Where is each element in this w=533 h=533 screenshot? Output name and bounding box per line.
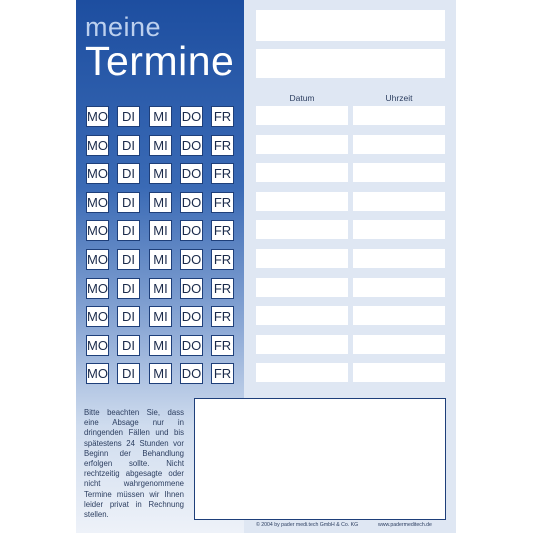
weekday-box-mo[interactable]: MO bbox=[86, 163, 109, 184]
weekday-box-fr[interactable]: FR bbox=[211, 220, 234, 241]
weekday-row bbox=[86, 220, 246, 241]
time-slot[interactable] bbox=[353, 306, 445, 325]
weekday-box-do[interactable]: DO bbox=[180, 220, 203, 241]
weekday-box-mo[interactable]: MO bbox=[86, 192, 109, 213]
time-slot[interactable] bbox=[353, 220, 445, 239]
weekday-row bbox=[86, 306, 246, 327]
weekday-row bbox=[86, 135, 246, 156]
weekday-box-fr[interactable]: FR bbox=[211, 192, 234, 213]
weekday-box-mi[interactable]: MI bbox=[149, 220, 172, 241]
date-slot[interactable] bbox=[256, 135, 348, 154]
time-column-header: Uhrzeit bbox=[385, 93, 413, 103]
weekday-box-mo[interactable]: MO bbox=[86, 306, 109, 327]
weekday-row bbox=[86, 106, 246, 127]
weekday-box-mo[interactable]: MO bbox=[86, 278, 109, 299]
time-slot[interactable] bbox=[353, 192, 445, 211]
weekday-box-do[interactable]: DO bbox=[180, 335, 203, 356]
cancellation-notice: Bitte beachten Sie, dass eine Absage nur in dringenden Fällen und bis spätestens 24 Stunden vor Beginn der Behandlung erfolgen sollte. Nicht rechtzeitig abgesagte oder nicht wahrgenommene Termine müssen wir Ihnen leider privat in Rechnung stellen. bbox=[84, 408, 184, 520]
weekday-box-mo[interactable]: MO bbox=[86, 135, 109, 156]
weekday-box-do[interactable]: DO bbox=[180, 306, 203, 327]
weekday-box-fr[interactable]: FR bbox=[211, 163, 234, 184]
time-slot[interactable] bbox=[353, 335, 445, 354]
weekday-box-di[interactable]: DI bbox=[117, 278, 140, 299]
date-slot[interactable] bbox=[256, 306, 348, 325]
weekday-box-fr[interactable]: FR bbox=[211, 106, 234, 127]
weekday-box-do[interactable]: DO bbox=[180, 192, 203, 213]
date-slot[interactable] bbox=[256, 192, 348, 211]
weekday-box-mi[interactable]: MI bbox=[149, 363, 172, 384]
weekday-box-do[interactable]: DO bbox=[180, 135, 203, 156]
weekday-box-mi[interactable]: MI bbox=[149, 106, 172, 127]
weekday-box-mi[interactable]: MI bbox=[149, 335, 172, 356]
weekday-box-do[interactable]: DO bbox=[180, 163, 203, 184]
weekday-row bbox=[86, 335, 246, 356]
time-slot[interactable] bbox=[353, 106, 445, 125]
copyright-text: © 2004 by pader medi.tech GmbH & Co. KG bbox=[256, 522, 359, 528]
weekday-box-di[interactable]: DI bbox=[117, 192, 140, 213]
date-slot[interactable] bbox=[256, 249, 348, 268]
date-slot[interactable] bbox=[256, 106, 348, 125]
weekday-box-di[interactable]: DI bbox=[117, 249, 140, 270]
weekday-row bbox=[86, 163, 246, 184]
time-slot[interactable] bbox=[353, 278, 445, 297]
weekday-box-do[interactable]: DO bbox=[180, 106, 203, 127]
date-slot[interactable] bbox=[256, 363, 348, 382]
weekday-box-do[interactable]: DO bbox=[180, 278, 203, 299]
weekday-box-di[interactable]: DI bbox=[117, 335, 140, 356]
weekday-row bbox=[86, 249, 246, 270]
title-large: Termine bbox=[85, 38, 235, 84]
patient-field[interactable] bbox=[256, 10, 445, 41]
weekday-box-mi[interactable]: MI bbox=[149, 135, 172, 156]
weekday-box-fr[interactable]: FR bbox=[211, 135, 234, 156]
therapist-field[interactable] bbox=[256, 49, 445, 78]
date-column-header: Datum bbox=[289, 93, 315, 103]
time-slot[interactable] bbox=[353, 363, 445, 382]
weekday-box-mi[interactable]: MI bbox=[149, 163, 172, 184]
weekday-box-mo[interactable]: MO bbox=[86, 363, 109, 384]
weekday-box-di[interactable]: DI bbox=[117, 163, 140, 184]
weekday-box-fr[interactable]: FR bbox=[211, 335, 234, 356]
weekday-box-di[interactable]: DI bbox=[117, 106, 140, 127]
appointment-card bbox=[76, 0, 456, 533]
date-slot[interactable] bbox=[256, 220, 348, 239]
weekday-box-do[interactable]: DO bbox=[180, 363, 203, 384]
title-small: meine bbox=[85, 12, 162, 42]
weekday-box-mi[interactable]: MI bbox=[149, 278, 172, 299]
weekday-box-fr[interactable]: FR bbox=[211, 306, 234, 327]
time-slot[interactable] bbox=[353, 135, 445, 154]
weekday-box-di[interactable]: DI bbox=[117, 220, 140, 241]
weekday-box-di[interactable]: DI bbox=[117, 363, 140, 384]
weekday-row bbox=[86, 363, 246, 384]
date-slot[interactable] bbox=[256, 163, 348, 182]
weekday-row bbox=[86, 278, 246, 299]
weekday-box-mi[interactable]: MI bbox=[149, 192, 172, 213]
weekday-row bbox=[86, 192, 246, 213]
time-slot[interactable] bbox=[353, 249, 445, 268]
weekday-box-mo[interactable]: MO bbox=[86, 106, 109, 127]
weekday-box-mi[interactable]: MI bbox=[149, 249, 172, 270]
weekday-box-mi[interactable]: MI bbox=[149, 306, 172, 327]
weekday-box-di[interactable]: DI bbox=[117, 135, 140, 156]
weekday-box-fr[interactable]: FR bbox=[211, 363, 234, 384]
weekday-box-fr[interactable]: FR bbox=[211, 249, 234, 270]
weekday-box-fr[interactable]: FR bbox=[211, 278, 234, 299]
weekday-box-do[interactable]: DO bbox=[180, 249, 203, 270]
weekday-box-di[interactable]: DI bbox=[117, 306, 140, 327]
date-slot[interactable] bbox=[256, 335, 348, 354]
weekday-box-mo[interactable]: MO bbox=[86, 335, 109, 356]
weekday-box-mo[interactable]: MO bbox=[86, 249, 109, 270]
notes-box[interactable] bbox=[194, 398, 446, 520]
date-slot[interactable] bbox=[256, 278, 348, 297]
weekday-box-mo[interactable]: MO bbox=[86, 220, 109, 241]
time-slot[interactable] bbox=[353, 163, 445, 182]
website-text: www.padermeditech.de bbox=[378, 522, 432, 528]
